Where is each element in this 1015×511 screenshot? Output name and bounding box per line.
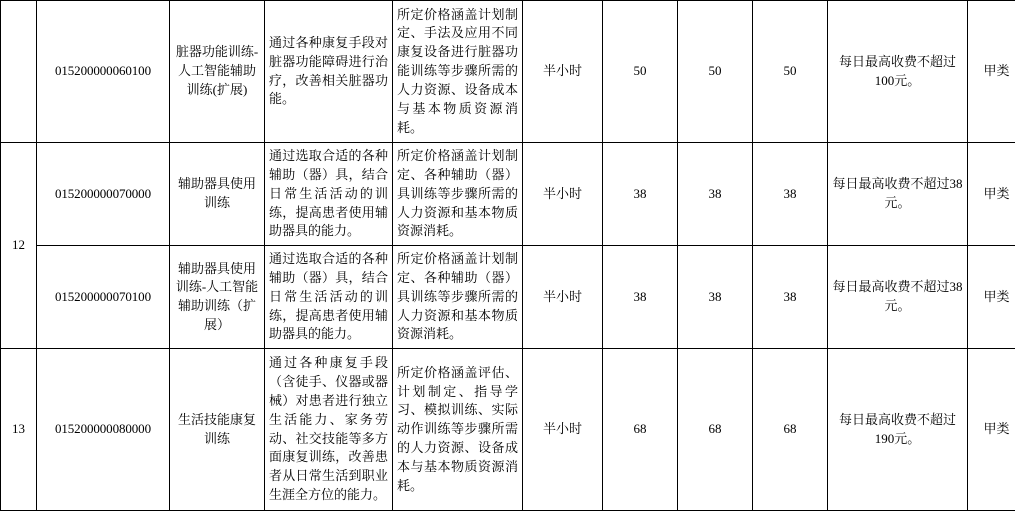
row-index xyxy=(1,1,37,143)
pricing-unit: 半小时 xyxy=(523,143,603,246)
item-class: 甲类 xyxy=(968,1,1015,143)
pricing-note: 每日最高收费不超过38元。 xyxy=(828,246,968,349)
item-description: 通过选取合适的各种辅助（器）具，结合日常生活活动的训练，提高患者使用辅助器具的能力。 xyxy=(265,143,393,246)
price-tier-1: 50 xyxy=(603,1,678,143)
table-row xyxy=(1,143,1015,246)
item-content: 所定价格涵盖计划制定、手法及应用不同康复设备进行脏器功能训练等步骤所需的人力资源、设备成本与基本物质资源消耗。 xyxy=(393,1,523,143)
item-content: 所定价格涵盖计划制定、各种辅助（器）具训练等步骤所需的人力资源和基本物质资源消耗。 xyxy=(393,246,523,349)
item-name: 脏器功能训练-人工智能辅助训练(扩展) xyxy=(170,1,265,143)
price-tier-1: 68 xyxy=(603,349,678,511)
price-tier-3: 38 xyxy=(753,246,828,349)
price-tier-2: 38 xyxy=(678,143,753,246)
item-name: 辅助器具使用训练-人工智能辅助训练（扩展） xyxy=(170,246,265,349)
item-name: 辅助器具使用训练 xyxy=(170,143,265,246)
pricing-unit: 半小时 xyxy=(523,349,603,511)
price-tier-3: 68 xyxy=(753,349,828,511)
item-code: 015200000070000 xyxy=(37,143,170,246)
item-content: 所定价格涵盖计划制定、各种辅助（器）具训练等步骤所需的人力资源和基本物质资源消耗。 xyxy=(393,143,523,246)
table-row xyxy=(1,246,1015,349)
item-class: 甲类 xyxy=(968,143,1015,246)
price-tier-1: 38 xyxy=(603,246,678,349)
item-code: 015200000080000 xyxy=(37,349,170,511)
table-row xyxy=(1,1,1015,143)
price-tier-3: 38 xyxy=(753,143,828,246)
pricing-note: 每日最高收费不超过100元。 xyxy=(828,1,968,143)
price-tier-3: 50 xyxy=(753,1,828,143)
item-description: 通过选取合适的各种辅助（器）具，结合日常生活活动的训练，提高患者使用辅助器具的能力。 xyxy=(265,246,393,349)
item-description: 通过各种康复手段对脏器功能障碍进行治疗，改善相关脏器功能。 xyxy=(265,1,393,143)
item-class: 甲类 xyxy=(968,349,1015,511)
table-row xyxy=(1,349,1015,511)
row-index: 12 xyxy=(1,143,37,349)
price-tier-2: 38 xyxy=(678,246,753,349)
price-tier-1: 38 xyxy=(603,143,678,246)
pricing-note: 每日最高收费不超过190元。 xyxy=(828,349,968,511)
item-description: 通过各种康复手段（含徒手、仪器或器械）对患者进行独立生活能力、家务劳动、社交技能等多方面康复训练，改善患者从日常生活到职业生涯全方位的能力。 xyxy=(265,349,393,511)
pricing-unit: 半小时 xyxy=(523,246,603,349)
item-class: 甲类 xyxy=(968,246,1015,349)
pricing-note: 每日最高收费不超过38元。 xyxy=(828,143,968,246)
price-tier-2: 68 xyxy=(678,349,753,511)
row-index: 13 xyxy=(1,349,37,511)
item-content: 所定价格涵盖评估、计划制定、指导学习、模拟训练、实际动作训练等步骤所需的人力资源、设备成本与基本物质资源消耗。 xyxy=(393,349,523,511)
item-code: 015200000070100 xyxy=(37,246,170,349)
price-tier-2: 50 xyxy=(678,1,753,143)
item-code: 015200000060100 xyxy=(37,1,170,143)
item-name: 生活技能康复训练 xyxy=(170,349,265,511)
pricing-unit: 半小时 xyxy=(523,1,603,143)
